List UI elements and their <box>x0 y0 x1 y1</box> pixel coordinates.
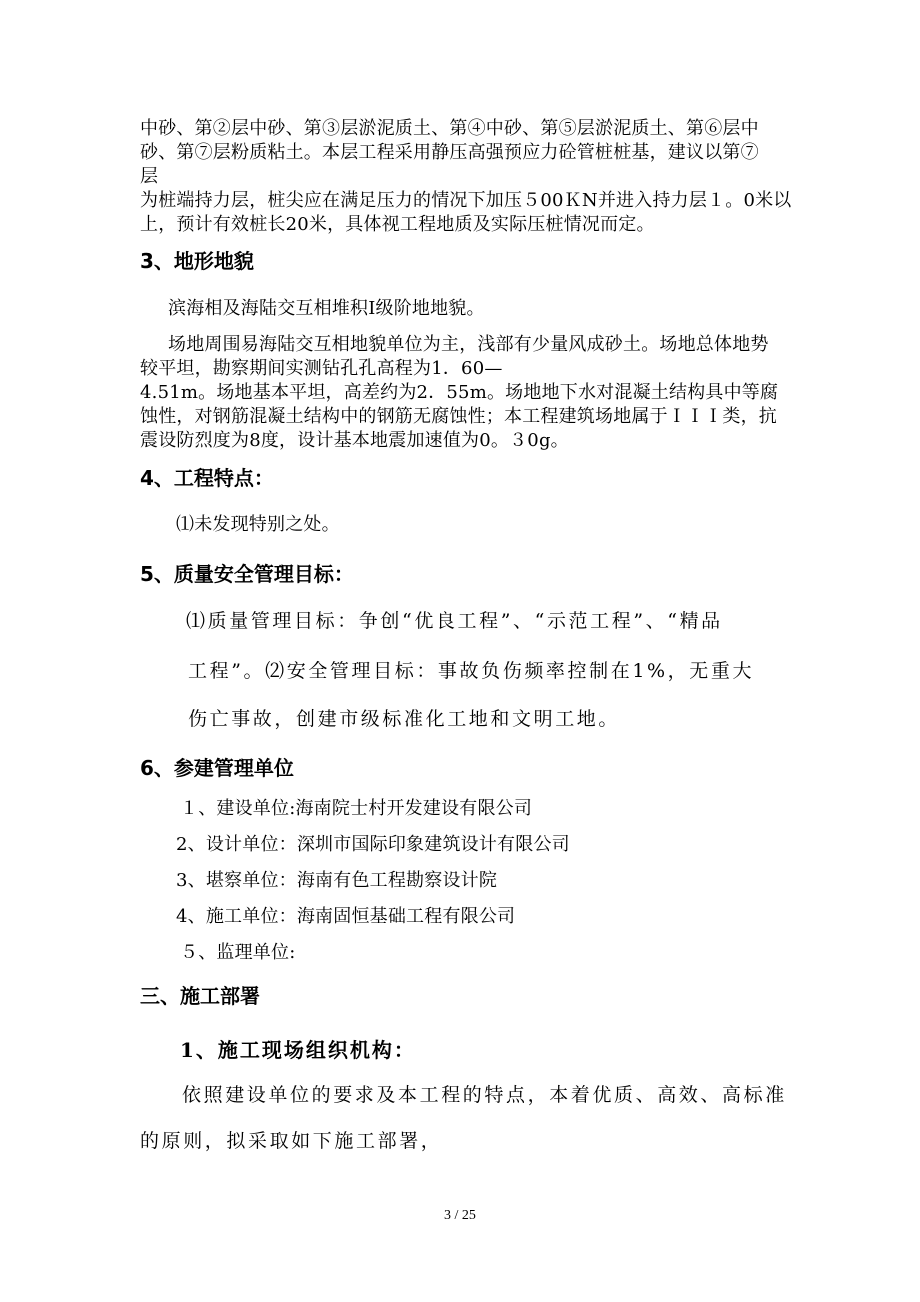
terrain-line-5: 震设防烈度为8度，设计基本地震加速值为0。３0g。 <box>140 430 569 451</box>
chapter-heading-deployment: 三、施工部署 <box>140 984 260 1008</box>
geology-line-4: 为桩端持力层，桩尖应在满足压力的情况下加压５00ＫN并进入持力层１。0米以 <box>140 190 792 211</box>
section-heading-quality: 5、质量安全管理目标： <box>140 562 354 586</box>
terrain-line-3: 4.51m。场地基本平坦，高差约为2．55m。场地地下水对混凝土结构具中等腐 <box>140 382 779 403</box>
quality-line-2: 工程”。⑵安全管理目标：事故负伤频率控制在1%，无重大 <box>188 660 755 682</box>
quality-line-1: ⑴质量管理目标：争创“优良工程”、“示范工程”、“精品 <box>186 610 723 632</box>
page-number: 3 / 25 <box>444 1208 476 1223</box>
features-item-1: ⑴未发现特别之处。 <box>176 514 340 535</box>
unit-item-3: 3、堪察单位：海南有色工程勘察设计院 <box>176 870 498 891</box>
unit-item-1: １、建设单位:海南院士村开发建设有限公司 <box>180 798 533 819</box>
unit-item-5: ５、监理单位: <box>180 942 296 963</box>
geology-line-3: 层 <box>140 166 159 187</box>
unit-item-2: 2、设计单位：深圳市国际印象建筑设计有限公司 <box>176 834 570 855</box>
quality-line-3: 伤亡事故，创建市级标准化工地和文明工地。 <box>188 708 621 730</box>
geology-line-5: 上，预计有效桩长20米，具体视工程地质及实际压桩情况而定。 <box>140 214 655 235</box>
terrain-line-1: 场地周围易海陆交互相地貌单位为主，浅部有少量风成砂土。场地总体地势 <box>168 334 769 355</box>
sub-heading-organization: 1、施工现场组织机构： <box>180 1038 416 1062</box>
unit-item-4: 4、施工单位：海南固恒基础工程有限公司 <box>176 906 516 927</box>
terrain-line-2: 较平坦，勘察期间实测钻孔孔高程为1．60— <box>140 358 503 379</box>
geology-line-1: 中砂、第②层中砂、第③层淤泥质土、第④中砂、第⑤层淤泥质土、第⑥层中 <box>140 118 759 139</box>
geology-line-2: 砂、第⑦层粉质粘土。本层工程采用静压高强预应力砼管桩桩基，建议以第⑦ <box>140 142 759 163</box>
terrain-paragraph-1: 滨海相及海陆交互相堆积Ⅰ级阶地地貌。 <box>168 298 485 319</box>
section-heading-terrain: 3、地形地貌 <box>140 249 254 273</box>
section-heading-units: 6、参建管理单位 <box>140 756 294 780</box>
deployment-line-1: 依照建设单位的要求及本工程的特点，本着优质、高效、高标准 <box>182 1084 787 1106</box>
terrain-line-4: 蚀性，对钢筋混凝土结构中的钢筋无腐蚀性；本工程建筑场地属于ＩＩＩ类，抗 <box>140 406 777 427</box>
deployment-line-2: 的原则，拟采取如下施工部署， <box>140 1130 443 1152</box>
section-heading-features: 4、工程特点： <box>140 466 274 490</box>
